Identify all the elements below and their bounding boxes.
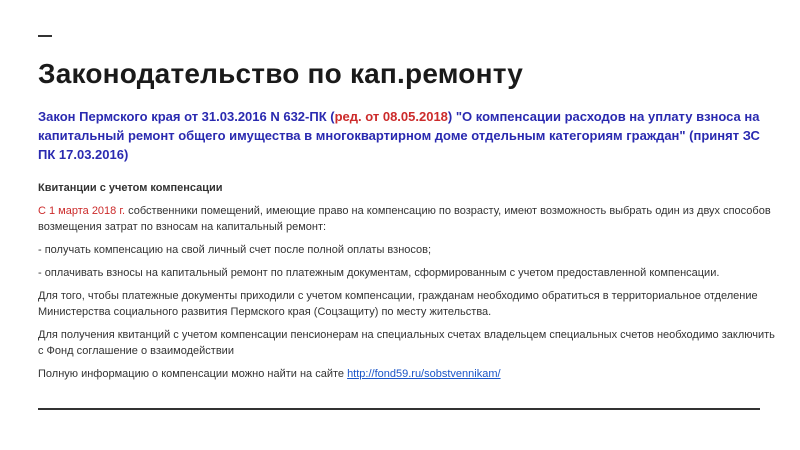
paragraph-social-protection: Для того, чтобы платежные документы приходили с учетом компенсации, гражданам необходимо обратиться в территориальное отделение Министерства социального развития Пермского края (Соцзащиту) по месту жительства. — [38, 290, 758, 318]
decorative-dash — [38, 35, 52, 37]
paragraph-more-info — [38, 366, 778, 382]
paragraph-special-accounts: Для получения квитанций с учетом компенсации пенсионерам на специальных счетах владельцем специальных счетов необходимо заключить с Фонд соглашение о взаимодействии — [38, 329, 775, 357]
option-payment-documents: - оплачивать взносы на капитальный ремонт по платежным документам, сформированным с учетом предоставленной компенсации. — [38, 267, 720, 279]
law-edition-date: ред. от 08.05.2018 — [334, 109, 448, 124]
slide-title: Законодательство по кап.ремонту — [38, 58, 524, 89]
law-text-part1: Закон Пермского края от 31.03.2016 N 632-ПК ( — [38, 109, 335, 124]
more-info-text: Полную информацию о компенсации можно найти на сайте — [38, 368, 348, 380]
option-personal-account: - получать компенсацию на свой личный счет после полной оплаты взносов; — [38, 244, 432, 256]
law-text-part2: ) "О компенсации расходов на уплату взноса на капитальный ремонт общего имущества в многоквартирном доме отдельным категориям граждан" (принят ЗС ПК 17.03.2016) — [38, 109, 760, 162]
paragraph-text: собственники помещений, имеющие право на компенсацию по возрасту, имеют возможность выбрать один из двух способов возмещения затрат по взносам на капитальный ремонт: — [38, 205, 771, 233]
law-reference — [38, 107, 778, 164]
start-date: С 1 марта 2018 г. — [38, 205, 126, 217]
slide-body — [38, 180, 778, 389]
subheading: Квитанции с учетом компенсации — [38, 182, 223, 194]
fond-website-link[interactable]: http://fond59.ru/sobstvennikam/ — [347, 368, 501, 380]
paragraph-compensation-choice — [38, 203, 778, 235]
bottom-divider — [38, 408, 760, 410]
